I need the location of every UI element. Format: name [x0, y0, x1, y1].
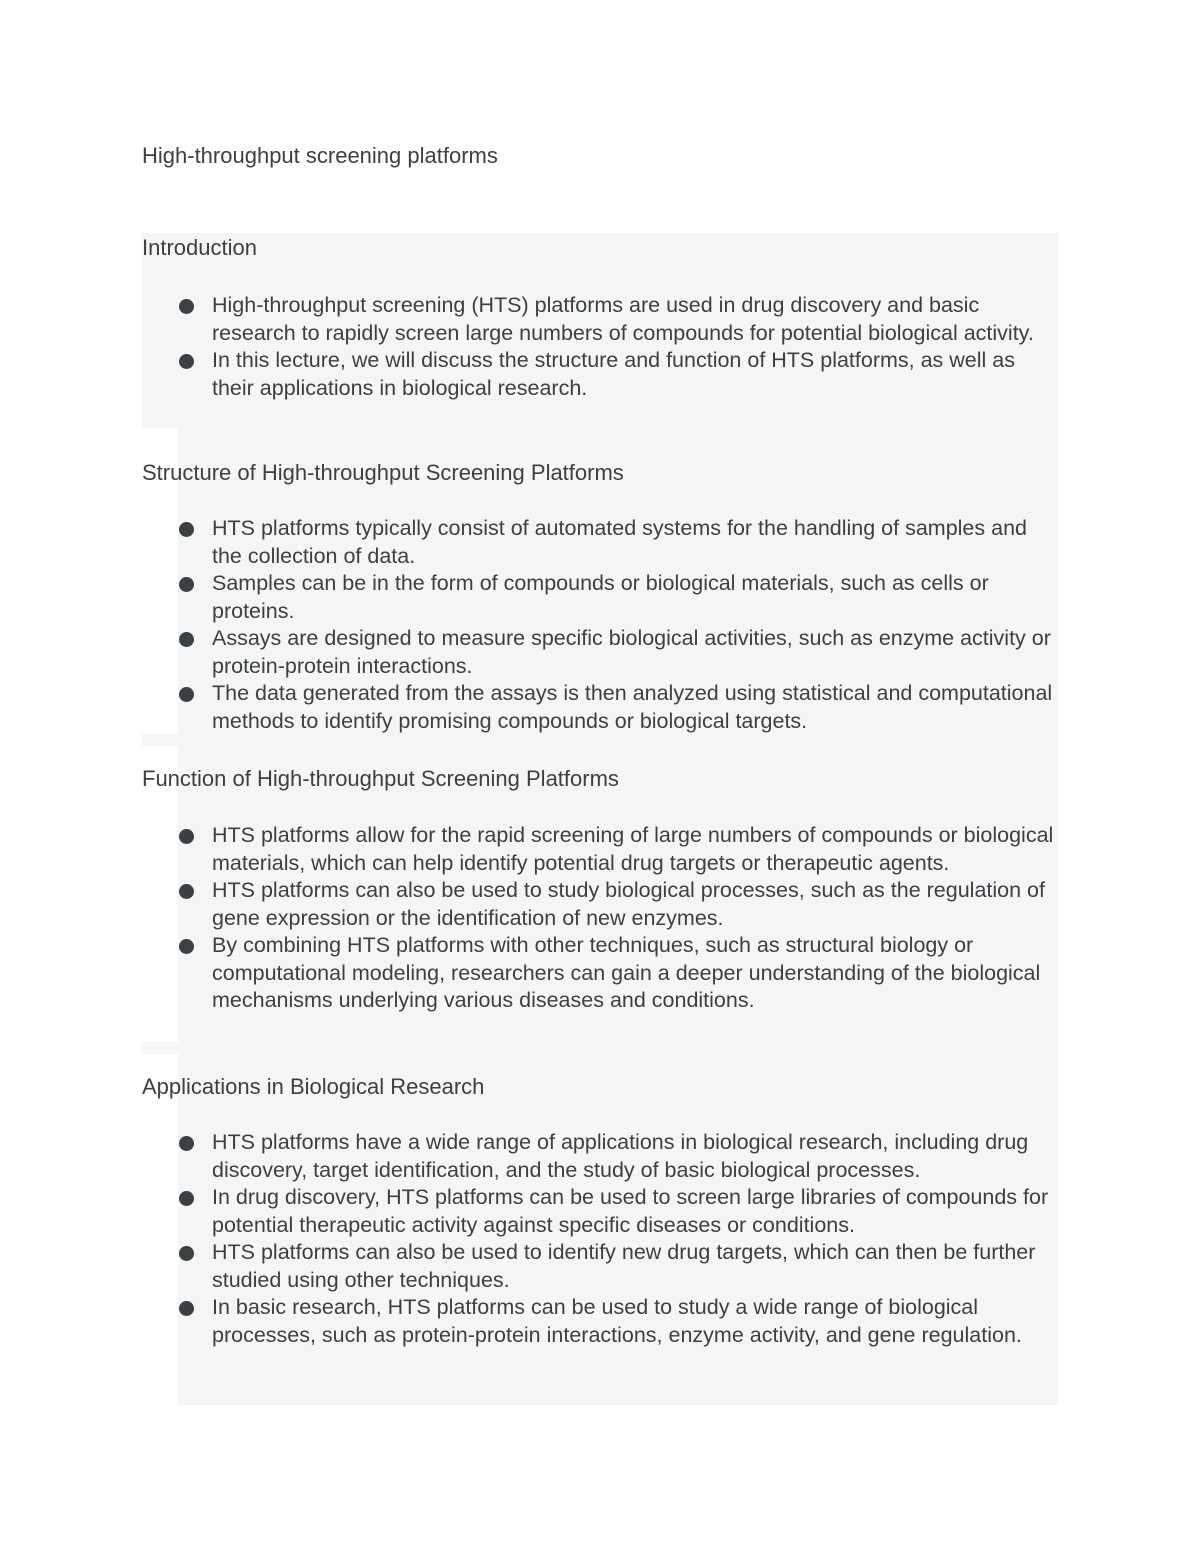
- list-item: [178, 570, 1058, 625]
- bullet-dot-icon: [179, 632, 194, 647]
- bullet-dot-icon: [179, 1246, 194, 1261]
- list-item: [178, 822, 1058, 877]
- bullet-dot-icon: [179, 884, 194, 899]
- section-heading-structure: Structure of High-throughput Screening Platforms: [142, 460, 624, 485]
- list-item-text: The data generated from the assays is then analyzed using statistical and computational methods to identify promising compounds or biological targets.: [212, 681, 1053, 733]
- list-item: [178, 877, 1058, 932]
- bullet-list-introduction: [178, 292, 1058, 402]
- list-item: [178, 1129, 1058, 1184]
- list-item-text: HTS platforms have a wide range of applications in biological research, including drug discovery, target identification, and the study of basic biological processes.: [212, 1130, 1029, 1182]
- list-item-text: HTS platforms typically consist of automated systems for the handling of samples and the collection of data.: [212, 516, 1027, 568]
- bullet-list-function: [178, 822, 1058, 1015]
- list-item: [178, 1294, 1058, 1349]
- bullet-list-applications: [178, 1129, 1058, 1349]
- list-item-text: In this lecture, we will discuss the structure and function of HTS platforms, as well as their applications in biological research.: [212, 348, 1015, 400]
- list-item: [178, 292, 1058, 347]
- bullet-dot-icon: [179, 299, 194, 314]
- bullet-dot-icon: [179, 354, 194, 369]
- list-item: [178, 932, 1058, 1015]
- section-heading-function: Function of High-throughput Screening Platforms: [142, 766, 619, 791]
- list-item: [178, 1184, 1058, 1239]
- list-item-text: In basic research, HTS platforms can be used to study a wide range of biological processes, such as protein-protein interactions, enzyme activity, and gene regulation.: [212, 1295, 1022, 1347]
- section-heading-introduction: Introduction: [142, 235, 257, 260]
- section-heading-applications: Applications in Biological Research: [142, 1074, 485, 1099]
- list-item-text: In drug discovery, HTS platforms can be used to screen large libraries of compounds for potential therapeutic activity against specific diseases or conditions.: [212, 1185, 1049, 1237]
- list-item: [178, 347, 1058, 402]
- list-item-text: HTS platforms allow for the rapid screening of large numbers of compounds or biological materials, which can help identify potential drug targets or therapeutic agents.: [212, 823, 1054, 875]
- bullet-dot-icon: [179, 522, 194, 537]
- list-item-text: HTS platforms can also be used to study biological processes, such as the regulation of gene expression or the identification of new enzymes.: [212, 878, 1045, 930]
- bullet-dot-icon: [179, 1191, 194, 1206]
- list-item: [178, 680, 1058, 735]
- list-item-text: By combining HTS platforms with other techniques, such as structural biology or computational modeling, researchers can gain a deeper understanding of the biological mechanisms underlying various diseases and conditions.: [212, 933, 1041, 1012]
- bullet-dot-icon: [179, 577, 194, 592]
- list-item-text: Assays are designed to measure specific biological activities, such as enzyme activity or protein-protein interactions.: [212, 626, 1051, 678]
- list-item-text: Samples can be in the form of compounds or biological materials, such as cells or proteins.: [212, 571, 989, 623]
- list-item: [178, 625, 1058, 680]
- bullet-dot-icon: [179, 1136, 194, 1151]
- bullet-dot-icon: [179, 939, 194, 954]
- bullet-dot-icon: [179, 829, 194, 844]
- bullet-dot-icon: [179, 687, 194, 702]
- shaded-block-background: [142, 1042, 1058, 1054]
- list-item-text: HTS platforms can also be used to identify new drug targets, which can then be further studied using other techniques.: [212, 1240, 1036, 1292]
- bullet-dot-icon: [179, 1301, 194, 1316]
- shaded-block-background: [142, 734, 1058, 746]
- list-item-text: High-throughput screening (HTS) platforms are used in drug discovery and basic research to rapidly screen large numbers of compounds for potential biological activity.: [212, 293, 1034, 345]
- list-item: [178, 1239, 1058, 1294]
- document-title: High-throughput screening platforms: [142, 143, 498, 168]
- list-item: [178, 515, 1058, 570]
- bullet-list-structure: [178, 515, 1058, 735]
